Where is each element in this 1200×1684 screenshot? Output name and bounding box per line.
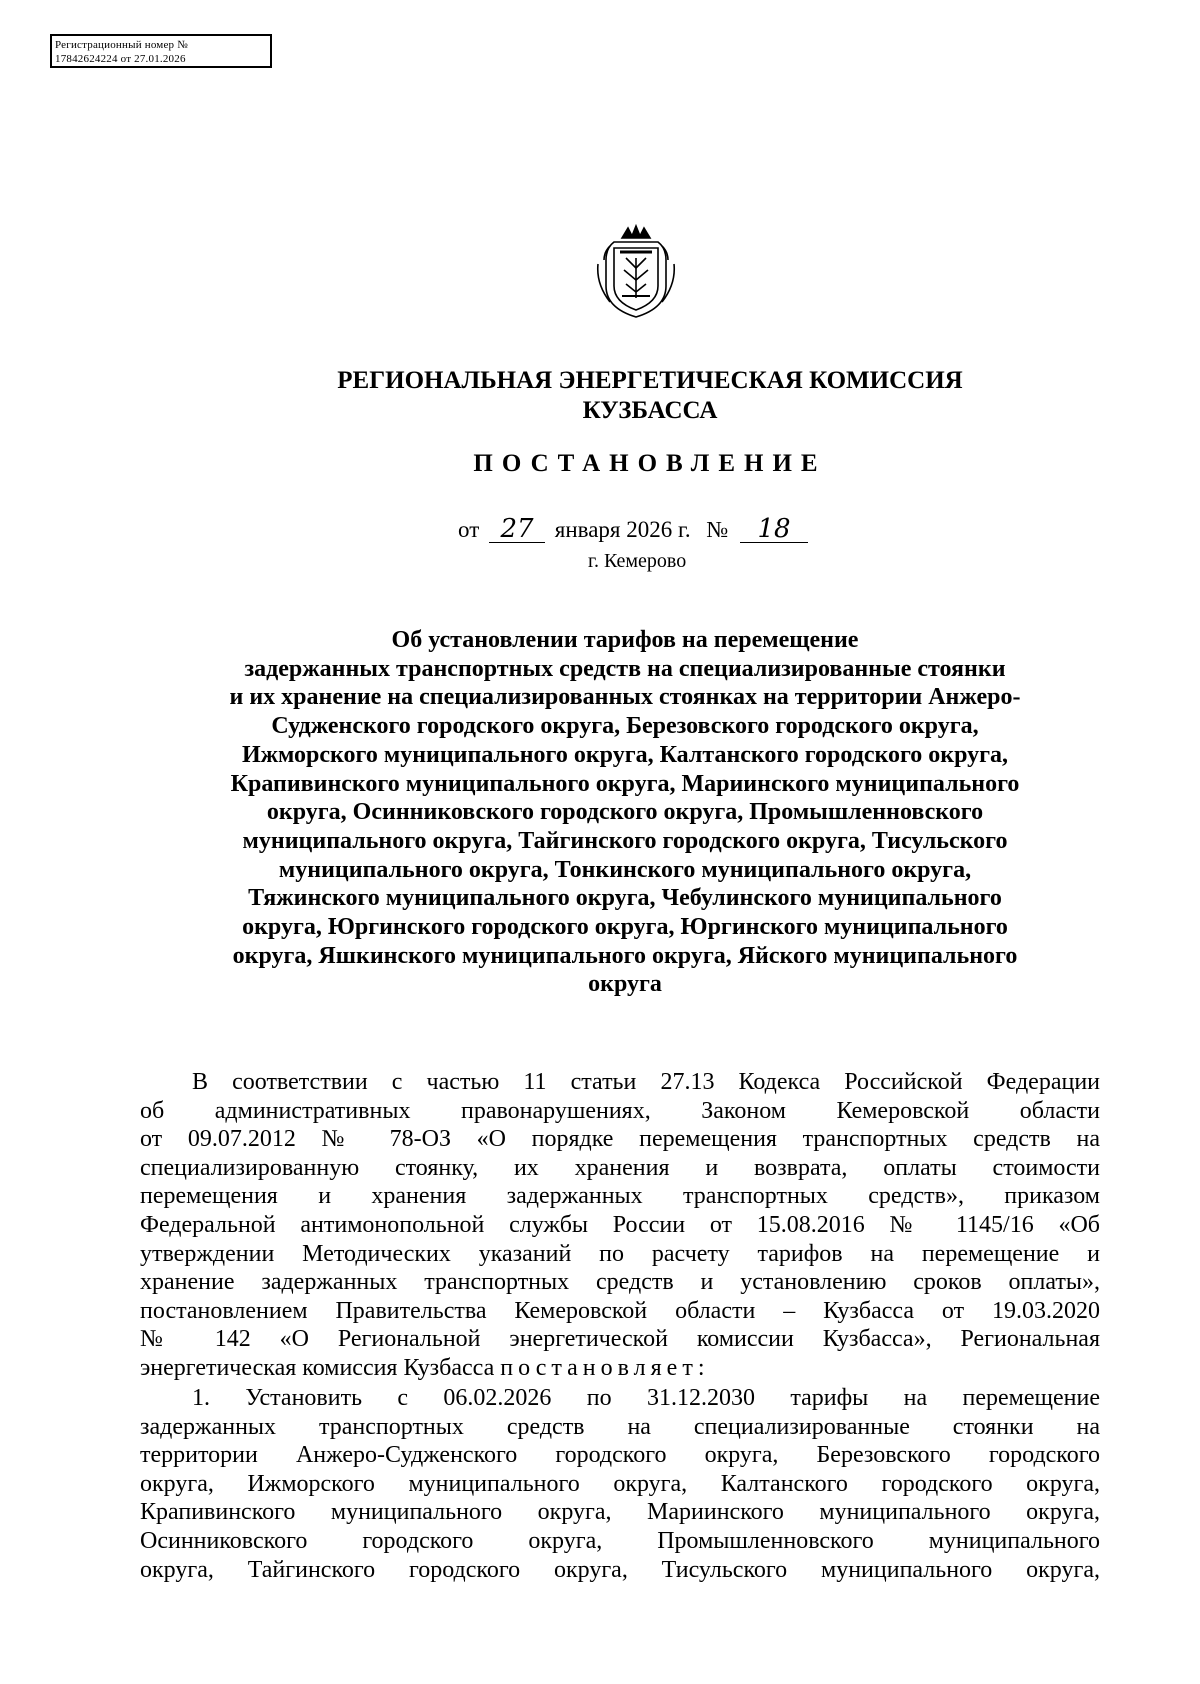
- body-line: В соответствии с частью 11 статьи 27.13 Кодекса Российской Федерации: [192, 1069, 1100, 1095]
- title-line: и их хранение на специализированных стоянках на территории Анжеро-: [229, 684, 1021, 711]
- body-line: утверждении Методических указаний по расчету тарифов на перемещение и: [140, 1240, 1100, 1267]
- resolution-prefix: энергетическая комиссия Кузбасса: [140, 1354, 501, 1381]
- title-line: округа, Юргинского городского округа, Юргинского муниципального: [242, 914, 1008, 941]
- body-line: Крапивинского муниципального округа, Мариинского муниципального округа,: [140, 1499, 1100, 1526]
- body-line: Осинниковского городского округа, Промышленновского муниципального: [140, 1527, 1100, 1554]
- title-line: округа, Осинниковского городского округа, Промышленновского: [266, 799, 984, 826]
- title-line: Крапивинского муниципального округа, Мариинского муниципального: [230, 770, 1020, 797]
- city: г. Кемерово: [588, 550, 687, 572]
- body-line: округа, Тайгинского городского округа, Тисульского муниципального округа,: [140, 1556, 1100, 1583]
- registration-stamp: [50, 34, 272, 68]
- resolution-verb: постановляет:: [500, 1354, 710, 1381]
- body-line: от 09.07.2012 № 78-ОЗ «О порядке перемещения транспортных средств на: [140, 1126, 1100, 1153]
- body-line: [140, 1354, 1100, 1383]
- document-title: [150, 626, 1100, 999]
- title-line: муниципального округа, Тайгинского городского округа, Тисульского: [242, 827, 1008, 854]
- body-line: специализированную стоянку, их хранения и возврата, оплаты стоимости: [140, 1154, 1100, 1181]
- title-line: Ижморского муниципального округа, Калтанского городского округа,: [241, 741, 1009, 768]
- registration-line-1: Регистрационный номер №: [55, 39, 188, 51]
- body-paragraph-2: [140, 1384, 1100, 1584]
- number-label: №: [706, 517, 729, 542]
- body-line: перемещения и хранения задержанных транспортных средств», приказом: [140, 1183, 1100, 1210]
- handwritten-number: 18: [740, 516, 808, 543]
- body-line: территории Анжеро-Судженского городского округа, Березовского городского: [140, 1442, 1100, 1469]
- handwritten-day: 27: [489, 516, 545, 543]
- organization-name-line-1: РЕГИОНАЛЬНАЯ ЭНЕРГЕТИЧЕСКАЯ КОМИССИЯ: [337, 367, 963, 394]
- registration-line-2: 17842624224 от 27.01.2026: [55, 53, 186, 65]
- kuzbass-coat-of-arms-icon: [592, 224, 680, 320]
- body-line: Федеральной антимонопольной службы России от 15.08.2016 № 1145/16 «Об: [140, 1211, 1100, 1238]
- organization-name-line-2: КУЗБАССА: [582, 397, 718, 424]
- document-type: ПОСТАНОВЛЕНИЕ: [473, 450, 827, 477]
- title-line: округа, Яшкинского муниципального округа, Яйского муниципального: [232, 942, 1018, 969]
- title-line: округа: [588, 971, 662, 998]
- body-line: округа, Ижморского муниципального округа, Калтанского городского округа,: [140, 1470, 1100, 1497]
- date-prefix: от: [458, 517, 480, 542]
- title-line: Тяжинского муниципального округа, Чебулинского муниципального: [248, 885, 1002, 912]
- body-line: № 142 «О Региональной энергетической комиссии Кузбасса», Региональная: [140, 1326, 1100, 1353]
- title-line: Об установлении тарифов на перемещение: [391, 627, 859, 653]
- month-year: января 2026 г.: [554, 517, 691, 542]
- body-line: постановлением Правительства Кемеровской области – Кузбасса от 19.03.2020: [140, 1297, 1100, 1324]
- title-line: Судженского городского округа, Березовского городского округа,: [271, 713, 979, 740]
- body-line: задержанных транспортных средств на специализированные стоянки на: [140, 1413, 1100, 1440]
- body-line: об административных правонарушениях, Законом Кемеровской области: [140, 1097, 1100, 1124]
- title-line: муниципального округа, Тонкинского муниципального округа,: [278, 856, 972, 883]
- body-line: хранение задержанных транспортных средств и установлению сроков оплаты»,: [140, 1269, 1100, 1296]
- body-line: 1. Установить с 06.02.2026 по 31.12.2030 тарифы на перемещение: [192, 1385, 1100, 1411]
- title-line: задержанных транспортных средств на специализированные стоянки: [244, 655, 1006, 682]
- date-line: [458, 516, 808, 543]
- body-paragraph-1: [140, 1068, 1100, 1383]
